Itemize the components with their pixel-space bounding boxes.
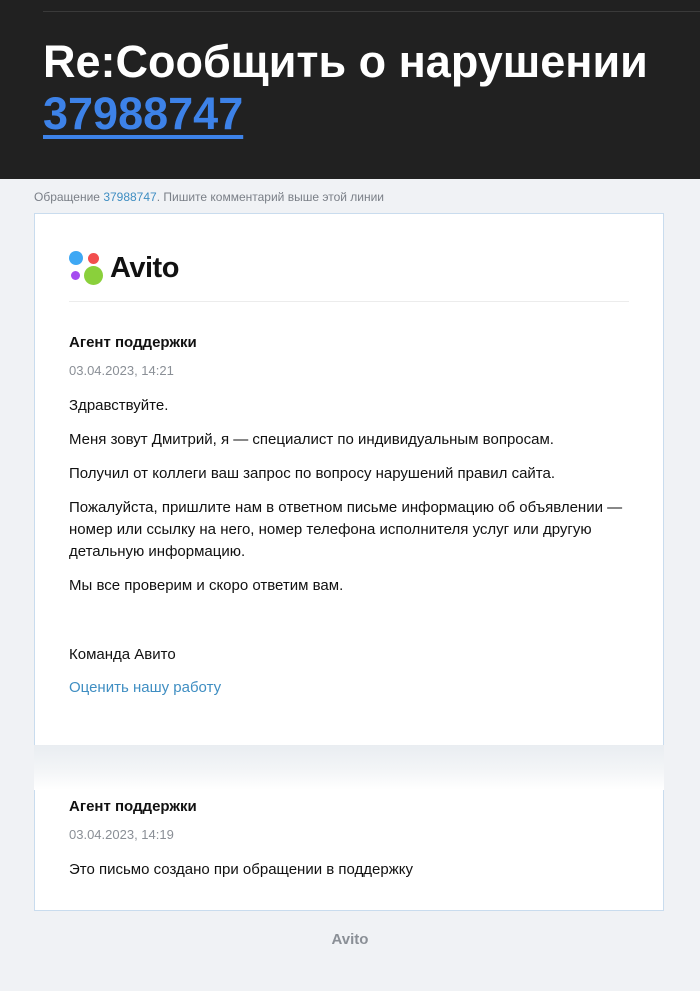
message-paragraph: Получил от коллеги ваш запрос по вопросу нарушений правил сайта.: [69, 465, 555, 482]
message-card-latest: [34, 213, 664, 745]
message-paragraph: Пожалуйста, пришлите нам в ответном письме информацию об объявлении — номер или ссылку на него, номер телефона исполнителя услуг или другую детальную информацию.: [69, 499, 623, 560]
message-paragraph: Мы все проверим и скоро ответим вам.: [69, 577, 344, 594]
message-author: Агент поддержки: [69, 334, 197, 351]
logo-dot-green: [84, 266, 103, 285]
avito-logo-dots-icon: [69, 250, 103, 286]
message-date: 03.04.2023, 14:19: [69, 827, 174, 842]
logo-dot-red: [88, 253, 99, 264]
message-paragraph: Меня зовут Дмитрий, я — специалист по индивидуальным вопросам.: [69, 431, 554, 448]
message-card-earlier: [34, 790, 664, 911]
subject-ticket-link[interactable]: 37988747: [43, 88, 244, 139]
subject-prefix: Re:Сообщить о нарушении: [43, 36, 648, 87]
logo-wordmark: Avito: [110, 252, 179, 284]
logo-divider: [69, 301, 629, 302]
rate-our-work-link[interactable]: Оценить нашу работу: [69, 679, 222, 696]
footer-brand: Avito: [331, 931, 369, 948]
message-signature: Команда Авито: [69, 646, 176, 663]
reply-note-suffix: . Пишите комментарий выше этой линии: [156, 190, 385, 204]
message-date: 03.04.2023, 14:21: [69, 363, 174, 378]
message-author: Агент поддержки: [69, 798, 197, 815]
message-paragraph: Здравствуйте.: [69, 397, 169, 414]
logo-dot-purple: [71, 271, 80, 280]
reply-note-ticket-link[interactable]: 37988747: [103, 190, 157, 204]
email-subject: [43, 36, 683, 140]
header-divider: [43, 11, 700, 12]
avito-logo: [69, 250, 209, 286]
message-paragraph: Это письмо создано при обращении в поддержку: [69, 861, 413, 878]
reply-above-line-note: [34, 190, 384, 204]
logo-dot-blue: [69, 251, 83, 265]
email-header: [0, 0, 700, 179]
collapsed-thread-separator: [34, 745, 664, 790]
reply-note-prefix: Обращение: [34, 190, 104, 204]
